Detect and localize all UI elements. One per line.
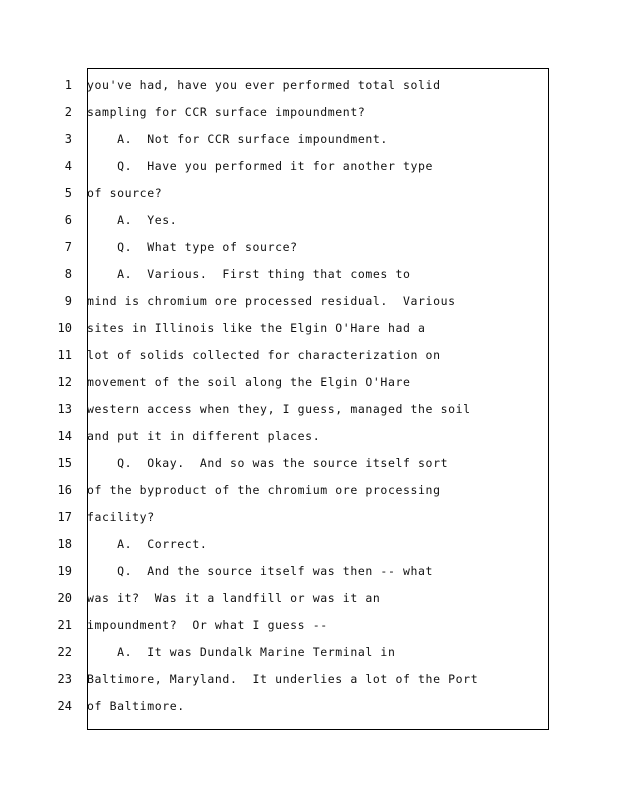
transcript-line	[0, 642, 618, 662]
line-text: A. It was Dundalk Marine Terminal in	[87, 645, 396, 659]
transcript-line	[0, 183, 618, 203]
line-text: sites in Illinois like the Elgin O'Hare had a	[87, 321, 426, 335]
line-text: mind is chromium ore processed residual. Various	[87, 294, 456, 308]
line-text: you've had, have you ever performed total solid	[87, 78, 441, 92]
transcript-line	[0, 237, 618, 257]
line-number: 21	[57, 618, 72, 632]
transcript-line	[0, 534, 618, 554]
transcript-line	[0, 669, 618, 689]
line-text: of Baltimore.	[87, 699, 185, 713]
transcript-line	[0, 426, 618, 446]
line-text: was it? Was it a landfill or was it an	[87, 591, 381, 605]
line-number: 20	[57, 591, 72, 605]
line-number: 24	[57, 699, 72, 713]
line-number: 8	[64, 267, 72, 281]
line-number: 16	[57, 483, 72, 497]
transcript-line	[0, 129, 618, 149]
transcript-line	[0, 264, 618, 284]
line-number: 2	[64, 105, 72, 119]
line-number: 23	[57, 672, 72, 686]
line-text: Q. Okay. And so was the source itself sort	[87, 456, 449, 470]
line-text: of the byproduct of the chromium ore processing	[87, 483, 441, 497]
transcript-line	[0, 291, 618, 311]
line-number: 5	[64, 186, 72, 200]
transcript-line	[0, 399, 618, 419]
line-text: facility?	[87, 510, 155, 524]
line-text: Baltimore, Maryland. It underlies a lot of the Port	[87, 672, 479, 686]
transcript-line	[0, 345, 618, 365]
transcript-line	[0, 210, 618, 230]
line-number: 1	[64, 78, 72, 92]
transcript-line	[0, 453, 618, 473]
line-text: A. Not for CCR surface impoundment.	[87, 132, 388, 146]
line-number: 14	[57, 429, 72, 443]
line-text: western access when they, I guess, managed the soil	[87, 402, 471, 416]
line-number: 4	[64, 159, 72, 173]
line-number: 17	[57, 510, 72, 524]
line-text: and put it in different places.	[87, 429, 321, 443]
line-text: impoundment? Or what I guess --	[87, 618, 328, 632]
line-text: Q. What type of source?	[87, 240, 298, 254]
line-number: 15	[57, 456, 72, 470]
line-number: 19	[57, 564, 72, 578]
line-number: 13	[57, 402, 72, 416]
transcript-line	[0, 507, 618, 527]
line-number: 12	[57, 375, 72, 389]
line-number: 18	[57, 537, 72, 551]
line-text: A. Correct.	[87, 537, 208, 551]
line-text: Q. And the source itself was then -- what	[87, 564, 434, 578]
line-text: lot of solids collected for characterization on	[87, 348, 441, 362]
line-text: Q. Have you performed it for another type	[87, 159, 434, 173]
transcript-line	[0, 372, 618, 392]
transcript-line	[0, 75, 618, 95]
transcript-line	[0, 561, 618, 581]
line-text: sampling for CCR surface impoundment?	[87, 105, 366, 119]
line-number: 9	[64, 294, 72, 308]
line-number: 3	[64, 132, 72, 146]
transcript-line	[0, 615, 618, 635]
line-number: 6	[64, 213, 72, 227]
transcript-line	[0, 318, 618, 338]
transcript-line	[0, 480, 618, 500]
transcript-line	[0, 156, 618, 176]
line-number: 11	[57, 348, 72, 362]
transcript-line	[0, 102, 618, 122]
line-text: A. Various. First thing that comes to	[87, 267, 411, 281]
line-text: of source?	[87, 186, 163, 200]
line-text: movement of the soil along the Elgin O'Hare	[87, 375, 411, 389]
line-number: 7	[64, 240, 72, 254]
line-number: 10	[57, 321, 72, 335]
transcript-line	[0, 696, 618, 716]
transcript-line	[0, 588, 618, 608]
line-text: A. Yes.	[87, 213, 178, 227]
line-number: 22	[57, 645, 72, 659]
